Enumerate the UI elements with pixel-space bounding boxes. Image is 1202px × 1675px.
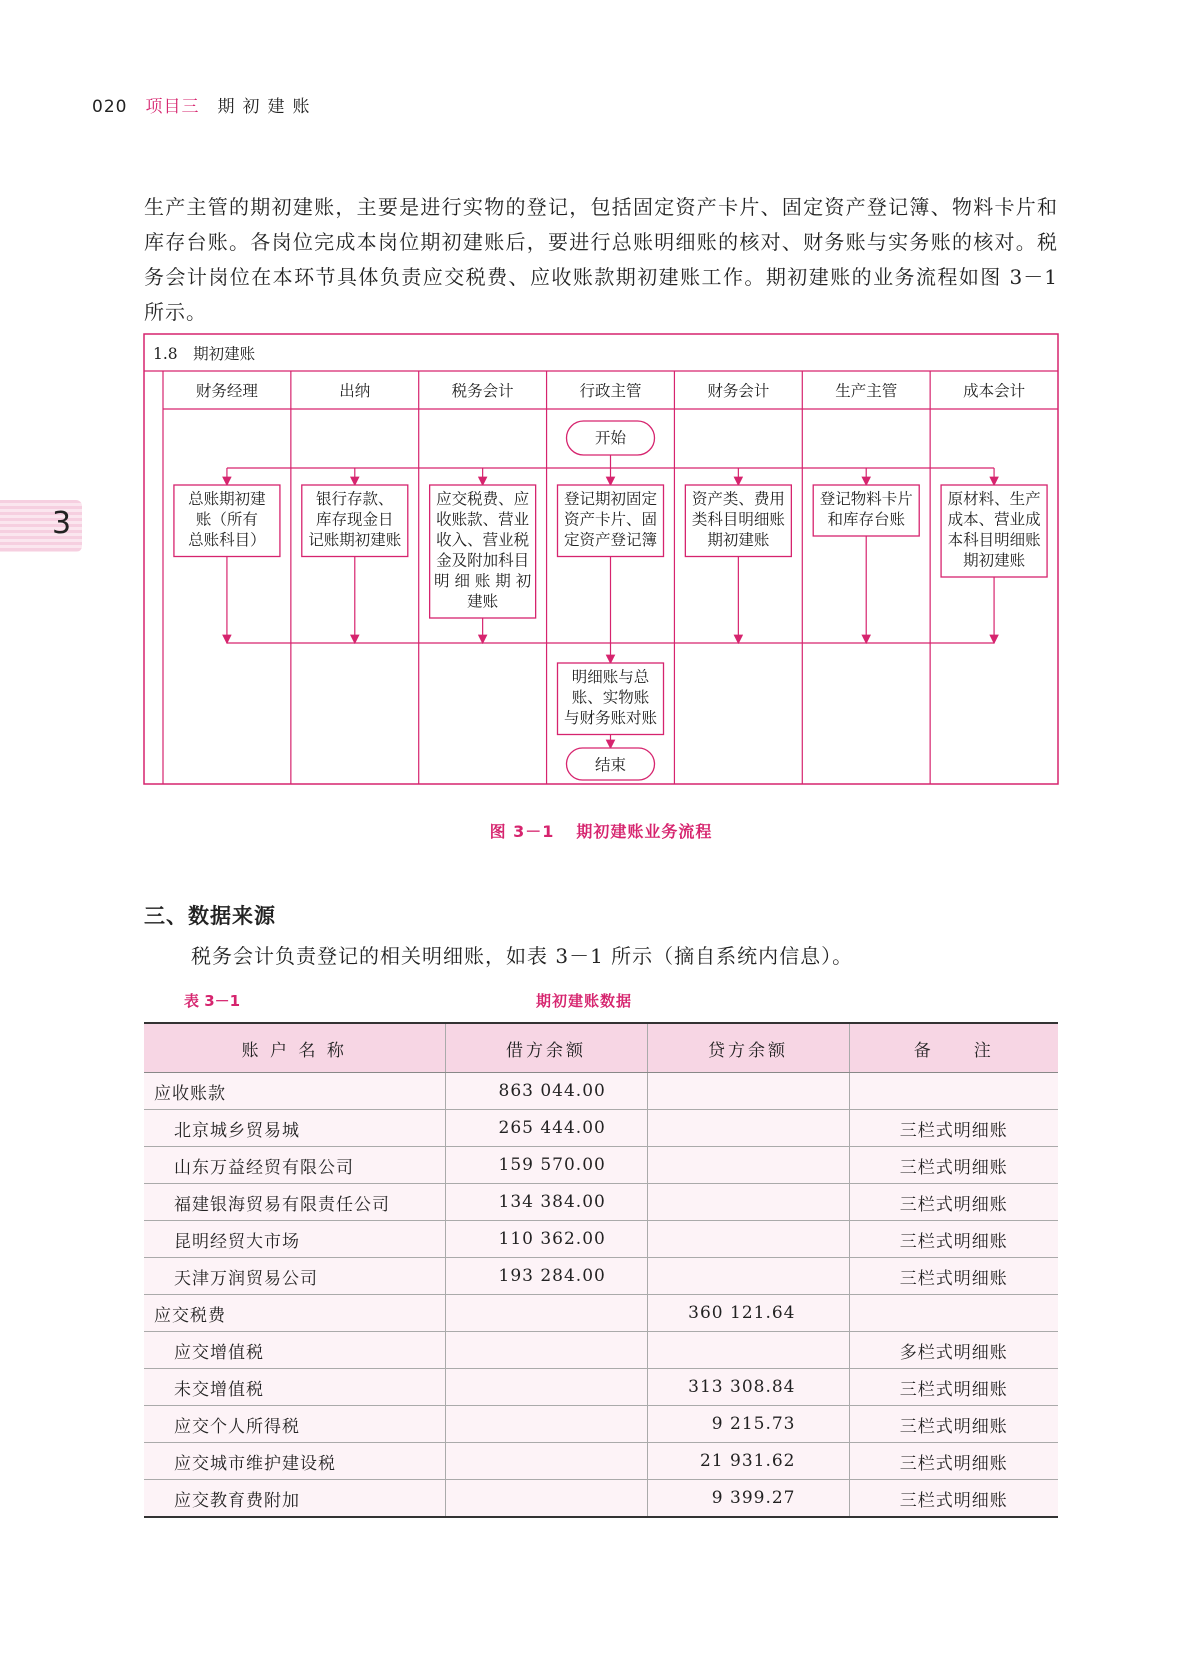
note-cell: 三栏式明细账 bbox=[849, 1369, 1058, 1406]
credit-balance-cell bbox=[647, 1110, 849, 1147]
table-row bbox=[144, 1184, 1058, 1221]
credit-balance-cell: 9 399.27 bbox=[647, 1480, 849, 1518]
task-text: 收账款、营业 bbox=[436, 510, 530, 529]
task-text: 建账 bbox=[467, 592, 499, 611]
task-text: 期初建账 bbox=[963, 551, 1026, 570]
account-name-cell: 未交增值税 bbox=[144, 1369, 445, 1406]
start-label: 开始 bbox=[594, 429, 627, 447]
header-account-name: 账 户 名 称 bbox=[144, 1023, 445, 1073]
task-text: 资产类、费用 bbox=[691, 490, 785, 508]
reconcile-text: 与财务账对账 bbox=[563, 709, 658, 727]
note-cell: 多栏式明细账 bbox=[849, 1332, 1058, 1369]
table-row bbox=[144, 1406, 1058, 1443]
note-cell: 三栏式明细账 bbox=[849, 1147, 1058, 1184]
debit-balance-cell: 193 284.00 bbox=[445, 1258, 647, 1295]
task-text: 期初建账 bbox=[707, 531, 770, 549]
lane-label: 财务经理 bbox=[195, 382, 258, 400]
credit-balance-cell: 21 931.62 bbox=[647, 1443, 849, 1480]
task-text: 资产卡片、固 bbox=[563, 510, 658, 529]
task-text: 总账期初建 bbox=[188, 490, 266, 508]
section-title: 三、数据来源 bbox=[144, 904, 276, 928]
debit-balance-cell bbox=[445, 1332, 647, 1369]
flowchart bbox=[143, 333, 1059, 785]
task-text: 金及附加科目 bbox=[436, 551, 530, 570]
task-text: 和库存台账 bbox=[827, 510, 905, 529]
account-name-cell: 应收账款 bbox=[144, 1073, 445, 1110]
chapter-side-tab bbox=[0, 500, 82, 552]
lane-label: 出纳 bbox=[339, 382, 371, 400]
task-text: 类科目明细账 bbox=[691, 510, 785, 529]
task-text: 记账期初建账 bbox=[308, 531, 402, 549]
task-text: 库存现金日 bbox=[316, 510, 394, 529]
account-name-cell: 应交税费 bbox=[144, 1295, 445, 1332]
credit-balance-cell bbox=[647, 1332, 849, 1369]
account-name-cell: 应交教育费附加 bbox=[144, 1480, 445, 1518]
reconcile-text: 账、实物账 bbox=[571, 688, 650, 707]
reconcile-text: 明细账与总 bbox=[571, 668, 650, 686]
credit-balance-cell bbox=[647, 1221, 849, 1258]
project-label: 项目三 bbox=[145, 97, 200, 117]
body-paragraph: 生产主管的期初建账，主要是进行实物的登记，包括固定资产卡片、固定资产登记簿、物料卡片和库存台账。各岗位完成本岗位期初建账后，要进行总账明细账的核对、财务账与实务账的核对。税务会计岗位在本环节具体负责应交税费、应收账款期初建账工作。期初建账的业务流程如图 3－1 所示。 bbox=[144, 195, 1058, 324]
lane-label: 生产主管 bbox=[835, 382, 898, 400]
credit-balance-cell bbox=[647, 1073, 849, 1110]
table-row bbox=[144, 1332, 1058, 1369]
credit-balance-cell bbox=[647, 1184, 849, 1221]
account-name-cell: 昆明经贸大市场 bbox=[144, 1221, 445, 1258]
debit-balance-cell bbox=[445, 1369, 647, 1406]
note-cell: 三栏式明细账 bbox=[849, 1406, 1058, 1443]
debit-balance-cell: 159 570.00 bbox=[445, 1147, 647, 1184]
lane-label: 财务会计 bbox=[707, 382, 770, 400]
flowchart-title: 1.8 期初建账 bbox=[153, 345, 256, 363]
credit-balance-cell bbox=[647, 1258, 849, 1295]
header-debit-balance: 借方余额 bbox=[445, 1023, 647, 1073]
table-title: 期初建账数据 bbox=[536, 992, 633, 1010]
header-credit-balance: 贷方余额 bbox=[647, 1023, 849, 1073]
opening-balance-table bbox=[144, 1022, 1058, 1518]
task-text: 应交税费、应 bbox=[436, 490, 530, 508]
figure-title: 期初建账业务流程 bbox=[576, 822, 713, 841]
task-text: 本科目明细账 bbox=[947, 531, 1041, 549]
account-name-cell: 天津万润贸易公司 bbox=[144, 1258, 445, 1295]
account-name-cell: 北京城乡贸易城 bbox=[144, 1110, 445, 1147]
note-cell bbox=[849, 1295, 1058, 1332]
task-text: 原材料、生产 bbox=[947, 490, 1041, 508]
debit-balance-cell bbox=[445, 1443, 647, 1480]
lane-label: 税务会计 bbox=[451, 382, 514, 400]
task-text: 登记物料卡片 bbox=[819, 490, 913, 508]
table-header-row bbox=[144, 1023, 1058, 1073]
running-header bbox=[92, 92, 317, 117]
account-name-cell: 福建银海贸易有限责任公司 bbox=[144, 1184, 445, 1221]
note-cell: 三栏式明细账 bbox=[849, 1221, 1058, 1258]
task-text: 登记期初固定 bbox=[563, 490, 658, 508]
task-text: 定资产登记簿 bbox=[563, 531, 658, 549]
task-text: 账（所有 bbox=[195, 510, 258, 529]
chapter-title: 期初建账 bbox=[217, 97, 318, 117]
table-row bbox=[144, 1073, 1058, 1110]
debit-balance-cell: 134 384.00 bbox=[445, 1184, 647, 1221]
credit-balance-cell: 360 121.64 bbox=[647, 1295, 849, 1332]
note-cell: 三栏式明细账 bbox=[849, 1480, 1058, 1518]
table-number: 表 3－1 bbox=[184, 992, 241, 1010]
account-name-cell: 应交增值税 bbox=[144, 1332, 445, 1369]
debit-balance-cell: 265 444.00 bbox=[445, 1110, 647, 1147]
credit-balance-cell: 9 215.73 bbox=[647, 1406, 849, 1443]
table-row bbox=[144, 1295, 1058, 1332]
note-cell: 三栏式明细账 bbox=[849, 1443, 1058, 1480]
debit-balance-cell bbox=[445, 1480, 647, 1518]
debit-balance-cell: 863 044.00 bbox=[445, 1073, 647, 1110]
section-intro: 税务会计负责登记的相关明细账，如表 3－1 所示（摘自系统内信息）。 bbox=[191, 944, 854, 968]
credit-balance-cell bbox=[647, 1147, 849, 1184]
task-text: 明 细 账 期 初 bbox=[434, 572, 532, 590]
table-row bbox=[144, 1147, 1058, 1184]
table-row bbox=[144, 1480, 1058, 1518]
account-name-cell: 应交城市维护建设税 bbox=[144, 1443, 445, 1480]
task-text: 收入、营业税 bbox=[436, 531, 530, 549]
note-cell: 三栏式明细账 bbox=[849, 1258, 1058, 1295]
chapter-number: 3 bbox=[52, 506, 72, 541]
table-row bbox=[144, 1369, 1058, 1406]
lane-label: 行政主管 bbox=[579, 382, 642, 400]
table-row bbox=[144, 1221, 1058, 1258]
note-cell: 三栏式明细账 bbox=[849, 1110, 1058, 1147]
account-name-cell: 山东万益经贸有限公司 bbox=[144, 1147, 445, 1184]
figure-number: 图 3－1 bbox=[489, 822, 555, 841]
account-name-cell: 应交个人所得税 bbox=[144, 1406, 445, 1443]
table-row bbox=[144, 1110, 1058, 1147]
figure-caption bbox=[0, 819, 1202, 842]
task-text: 银行存款、 bbox=[316, 490, 394, 508]
note-cell: 三栏式明细账 bbox=[849, 1184, 1058, 1221]
debit-balance-cell bbox=[445, 1406, 647, 1443]
page-number: 020 bbox=[92, 97, 128, 117]
table-row bbox=[144, 1443, 1058, 1480]
debit-balance-cell bbox=[445, 1295, 647, 1332]
task-text: 总账科目） bbox=[188, 531, 266, 549]
table-row bbox=[144, 1258, 1058, 1295]
end-label: 结束 bbox=[594, 756, 627, 774]
task-text: 成本、营业成 bbox=[947, 510, 1041, 529]
lane-label: 成本会计 bbox=[963, 382, 1026, 400]
note-cell bbox=[849, 1073, 1058, 1110]
credit-balance-cell: 313 308.84 bbox=[647, 1369, 849, 1406]
debit-balance-cell: 110 362.00 bbox=[445, 1221, 647, 1258]
header-note: 备 注 bbox=[849, 1023, 1058, 1073]
